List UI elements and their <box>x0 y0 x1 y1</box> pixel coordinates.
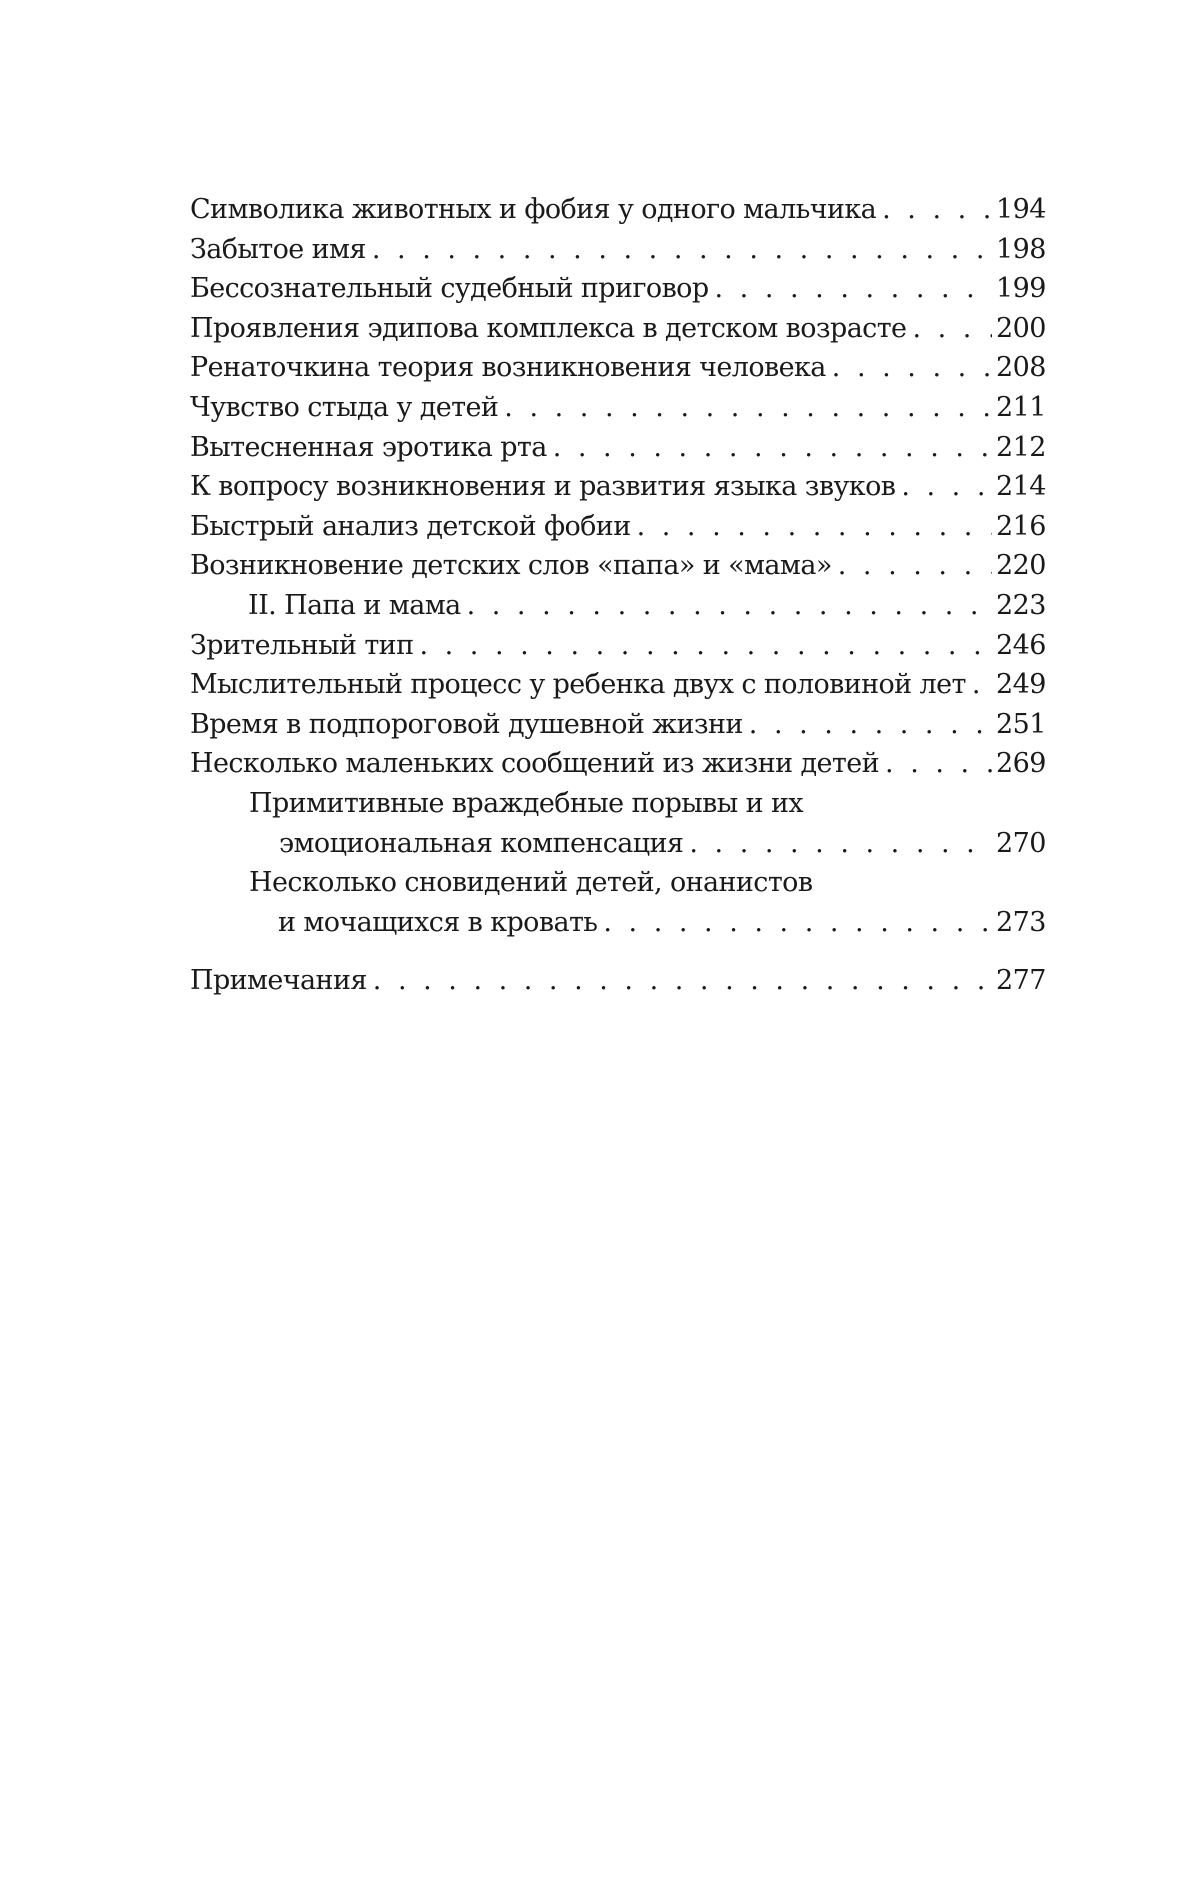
toc-dot-leader <box>373 961 992 1001</box>
toc-entry-title: Символика животных и фобия у одного мальчика <box>190 194 877 225</box>
toc-entry <box>190 705 1046 745</box>
toc-subentry-line1 <box>190 863 1046 903</box>
toc-entry-title: Возникновение детских слов «папа» и «мама» <box>190 550 832 582</box>
toc-entry-title: эмоциональная компенсация <box>279 827 684 859</box>
toc-entry-title: Бессознательный судебный приговор <box>190 273 709 305</box>
toc-entry-title: К вопросу возникновения и развития языка звуков <box>190 471 896 503</box>
toc-subentry-line1 <box>190 784 1046 824</box>
toc-entry-title: Проявления эдипова комплекса в детском возрасте <box>190 312 907 344</box>
toc-entry-title: Чувство стыда у детей <box>190 391 499 423</box>
toc-entry-page: 246 <box>995 629 1046 661</box>
toc-entry-title: Мыслительный процесс у ребенка двух с половиной лет <box>190 669 966 701</box>
toc-entry-title: Зрительный тип <box>190 629 414 661</box>
toc-entry-title: Забытое имя <box>190 233 366 265</box>
toc-dot-leader <box>603 903 992 943</box>
toc-subentry-line2 <box>190 903 1046 943</box>
toc-entry-title: Несколько сновидений детей, онанистов <box>249 867 813 899</box>
toc-dot-leader <box>885 744 992 784</box>
toc-entry <box>190 626 1046 666</box>
toc-dot-leader <box>901 467 992 507</box>
toc-entry <box>190 428 1046 468</box>
toc-dot-leader <box>972 665 992 705</box>
toc-entry-page: 251 <box>995 708 1046 740</box>
toc-dot-leader <box>372 230 992 270</box>
toc-dot-leader <box>504 388 992 428</box>
table-of-contents <box>190 190 1046 1001</box>
toc-entry <box>190 665 1046 705</box>
toc-dot-leader <box>832 348 992 388</box>
toc-entry-title: Время в подпороговой душевной жизни <box>190 708 743 740</box>
toc-entry <box>190 507 1046 547</box>
toc-entry-page: 216 <box>995 510 1046 542</box>
toc-entry-page: 212 <box>995 431 1046 463</box>
toc-entry-page: 220 <box>995 550 1046 582</box>
toc-subentry <box>190 586 1046 626</box>
toc-entry-title: Примечания <box>190 965 367 997</box>
toc-entry-page: 200 <box>995 312 1046 344</box>
toc-entry <box>190 744 1046 784</box>
toc-entry <box>190 467 1046 507</box>
toc-dot-leader <box>749 705 992 745</box>
toc-entry <box>190 230 1046 270</box>
toc-entry-page: 277 <box>995 965 1046 997</box>
toc-dot-leader <box>467 586 992 626</box>
toc-entry <box>190 309 1046 349</box>
toc-entry-page: 208 <box>995 352 1046 384</box>
toc-entry-title: Ренаточкина теория возникновения человека <box>190 352 826 384</box>
toc-dot-leader <box>553 428 992 468</box>
toc-dot-leader <box>689 824 992 864</box>
toc-entry-title: Вытесненная эротика рта <box>190 431 547 463</box>
toc-entry-page: 249 <box>995 669 1046 701</box>
toc-entry <box>190 546 1046 586</box>
toc-entry-page: 223 <box>995 589 1046 621</box>
toc-entry <box>190 388 1046 428</box>
toc-entry <box>190 348 1046 388</box>
toc-entry-page: 214 <box>995 471 1046 503</box>
toc-dot-leader <box>637 507 992 547</box>
toc-dot-leader <box>715 269 992 309</box>
toc-entry-notes <box>190 961 1046 1001</box>
toc-entry-page: 273 <box>995 906 1046 938</box>
toc-dot-leader <box>882 190 992 230</box>
toc-entry-title: и мочащихся в кровать <box>278 906 598 938</box>
toc-entry-page: 194 <box>995 194 1046 225</box>
toc-dot-leader <box>419 626 991 666</box>
toc-dot-leader <box>912 309 992 349</box>
toc-entry-title: Несколько маленьких сообщений из жизни детей <box>190 748 880 780</box>
toc-entry-page: 198 <box>995 233 1046 265</box>
toc-dot-leader <box>838 546 992 586</box>
toc-entry-page: 199 <box>995 273 1046 305</box>
toc-subentry-line2 <box>190 824 1046 864</box>
toc-entry-page: 269 <box>995 748 1046 780</box>
toc-entry-page: 211 <box>995 391 1046 423</box>
toc-entry <box>190 190 1046 230</box>
toc-entry <box>190 269 1046 309</box>
toc-entry-title: Быстрый анализ детской фобии <box>190 510 631 542</box>
toc-entry-page: 270 <box>995 827 1046 859</box>
toc-entry-title: Примитивные враждебные порывы и их <box>249 787 804 819</box>
toc-entry-title: II. Папа и мама <box>248 589 461 621</box>
